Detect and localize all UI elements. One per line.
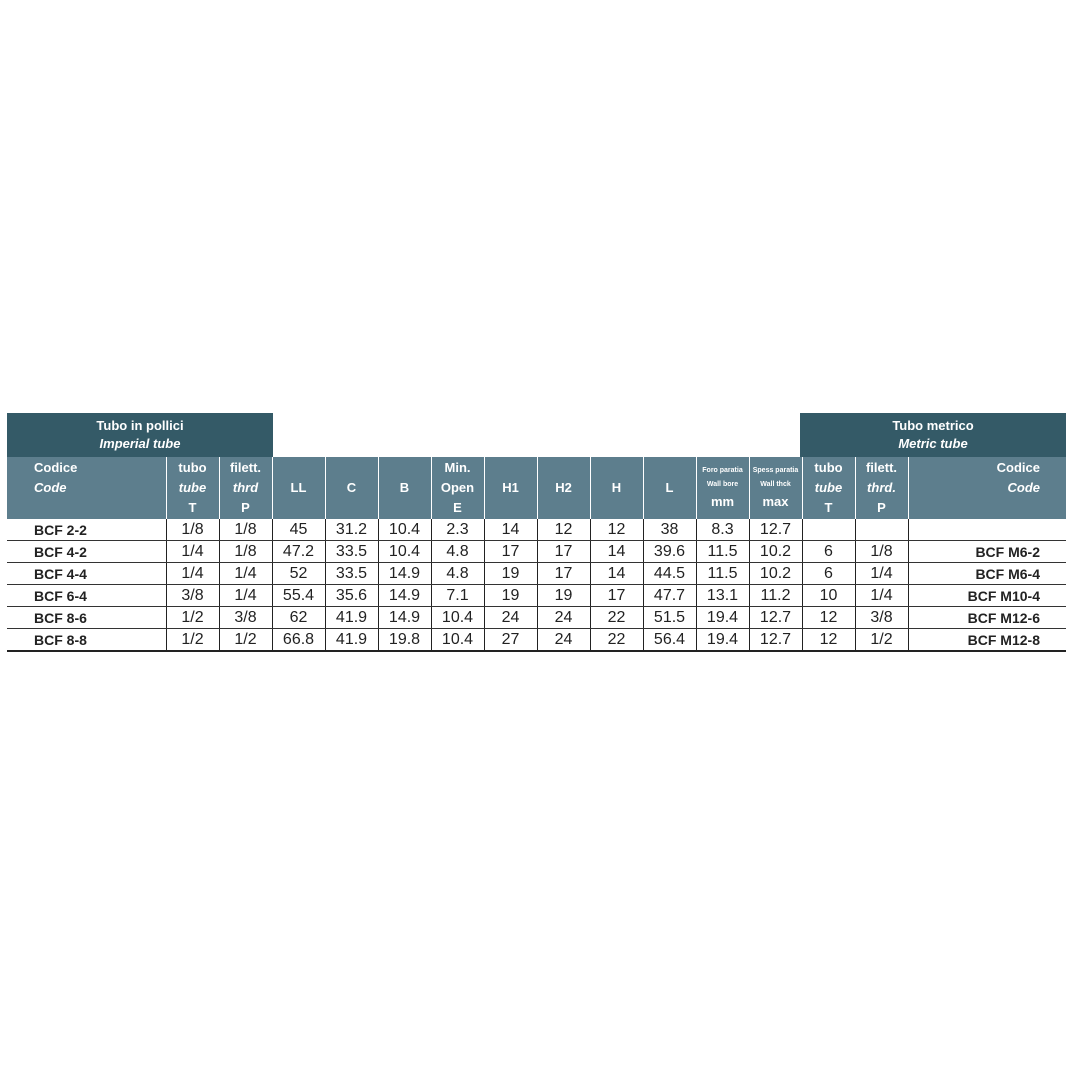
cell-metric-code: BCF M10-4 [908,585,1066,607]
cell-h1: 19 [484,585,537,607]
cell-l: 39.6 [643,541,696,563]
cell-min-open: 2.3 [431,519,484,541]
table-row [7,607,1066,629]
metric-banner-title: Tubo metrico [892,418,974,433]
header-tube-it: tubo [178,460,207,475]
cell-c: 33.5 [325,563,378,585]
header-thread-en: thrd [232,480,259,495]
header-thread [219,457,272,519]
cell-wall-bore: 8.3 [696,519,749,541]
cell-h: 14 [590,541,643,563]
cell-h1: 19 [484,563,537,585]
cell-b: 14.9 [378,563,431,585]
cell-ll: 47.2 [272,541,325,563]
header-tube-en: tube [178,480,207,495]
cell-thread: 3/8 [219,607,272,629]
cell-min-open: 7.1 [431,585,484,607]
cell-wall-thick: 12.7 [749,519,802,541]
cell-c: 41.9 [325,607,378,629]
cell-min-open: 10.4 [431,629,484,652]
cell-metric-code [908,519,1066,541]
cell-metric-code: BCF M6-4 [908,563,1066,585]
cell-tube: 1/2 [166,607,219,629]
cell-wall-bore: 19.4 [696,629,749,652]
header-wall-bore-it: Foro paratia [702,467,743,474]
cell-ll: 66.8 [272,629,325,652]
cell-h: 17 [590,585,643,607]
header-h: H [590,457,643,519]
header-metric-tube-sym: T [824,500,833,515]
cell-code: BCF 8-8 [7,629,166,652]
table-row [7,629,1066,652]
cell-wall-thick: 10.2 [749,541,802,563]
cell-wall-bore: 13.1 [696,585,749,607]
header-metric-thread [855,457,908,519]
table-row [7,519,1066,541]
header-min-open-l2: Open [440,480,475,495]
cell-wall-bore: 11.5 [696,563,749,585]
cell-tube: 1/4 [166,541,219,563]
cell-h1: 14 [484,519,537,541]
cell-h: 22 [590,607,643,629]
cell-thread: 1/8 [219,519,272,541]
cell-thread: 1/4 [219,563,272,585]
imperial-banner-subtitle: Imperial tube [99,436,181,451]
cell-metric-thread: 1/2 [855,629,908,652]
cell-b: 10.4 [378,519,431,541]
header-b: B [378,457,431,519]
header-h2: H2 [537,457,590,519]
header-min-open [431,457,484,519]
metric-tube-banner [800,413,1066,457]
header-code [7,457,166,519]
cell-ll: 45 [272,519,325,541]
cell-h2: 12 [537,519,590,541]
cell-metric-tube [802,519,855,541]
cell-l: 47.7 [643,585,696,607]
cell-h1: 24 [484,607,537,629]
cell-b: 14.9 [378,607,431,629]
cell-tube: 1/2 [166,629,219,652]
header-code-en: Code [34,480,67,495]
header-metric-thread-en: thrd. [867,480,896,495]
header-metric-code-en: Code [1007,480,1040,495]
cell-metric-thread: 1/4 [855,585,908,607]
cell-ll: 52 [272,563,325,585]
cell-h2: 17 [537,541,590,563]
cell-code: BCF 4-4 [7,563,166,585]
header-wall-bore-unit: mm [710,494,735,509]
imperial-banner-title: Tubo in pollici [96,418,184,433]
cell-tube: 3/8 [166,585,219,607]
header-metric-thread-sym: P [877,500,886,515]
cell-h2: 24 [537,629,590,652]
header-wall-thick [749,457,802,519]
header-wall-bore [696,457,749,519]
table-row [7,585,1066,607]
cell-l: 38 [643,519,696,541]
header-metric-tube-en: tube [814,480,843,495]
cell-ll: 62 [272,607,325,629]
cell-thread: 1/2 [219,629,272,652]
header-wall-thick-unit: max [762,494,789,509]
header-metric-tube-it: tubo [814,460,843,475]
cell-wall-thick: 12.7 [749,607,802,629]
table-row [7,563,1066,585]
cell-tube: 1/4 [166,563,219,585]
cell-c: 41.9 [325,629,378,652]
header-metric-code [908,457,1066,519]
cell-h: 12 [590,519,643,541]
cell-code: BCF 6-4 [7,585,166,607]
metric-banner-subtitle: Metric tube [898,436,968,451]
cell-metric-tube: 6 [802,563,855,585]
cell-wall-thick: 11.2 [749,585,802,607]
cell-metric-thread: 1/4 [855,563,908,585]
cell-wall-bore: 11.5 [696,541,749,563]
cell-wall-thick: 12.7 [749,629,802,652]
cell-metric-thread [855,519,908,541]
cell-metric-thread: 3/8 [855,607,908,629]
cell-min-open: 10.4 [431,607,484,629]
cell-metric-tube: 12 [802,607,855,629]
cell-metric-tube: 6 [802,541,855,563]
imperial-tube-banner [7,413,273,457]
cell-metric-thread: 1/8 [855,541,908,563]
cell-code: BCF 2-2 [7,519,166,541]
header-metric-thread-it: filett. [865,460,898,475]
cell-h1: 27 [484,629,537,652]
fitting-spec-table [7,457,1066,652]
header-ll: LL [272,457,325,519]
cell-l: 56.4 [643,629,696,652]
header-metric-code-it: Codice [996,460,1040,475]
header-tube [166,457,219,519]
cell-b: 10.4 [378,541,431,563]
cell-thread: 1/4 [219,585,272,607]
cell-ll: 55.4 [272,585,325,607]
cell-metric-code: BCF M12-8 [908,629,1066,652]
cell-min-open: 4.8 [431,541,484,563]
cell-tube: 1/8 [166,519,219,541]
cell-c: 31.2 [325,519,378,541]
header-metric-tube [802,457,855,519]
cell-b: 14.9 [378,585,431,607]
header-wall-thick-en: Wall thck [760,481,791,488]
header-tube-sym: T [188,500,197,515]
cell-h2: 19 [537,585,590,607]
cell-h2: 24 [537,607,590,629]
cell-min-open: 4.8 [431,563,484,585]
cell-wall-bore: 19.4 [696,607,749,629]
cell-wall-thick: 10.2 [749,563,802,585]
cell-metric-code: BCF M6-2 [908,541,1066,563]
cell-metric-tube: 12 [802,629,855,652]
cell-code: BCF 8-6 [7,607,166,629]
header-thread-sym: P [241,500,250,515]
cell-l: 51.5 [643,607,696,629]
cell-b: 19.8 [378,629,431,652]
cell-thread: 1/8 [219,541,272,563]
cell-h2: 17 [537,563,590,585]
header-thread-it: filett. [229,460,262,475]
cell-h: 14 [590,563,643,585]
cell-metric-code: BCF M12-6 [908,607,1066,629]
header-min-open-l1: Min. [444,460,471,475]
table-header [7,457,1066,519]
header-l: L [643,457,696,519]
header-h1: H1 [484,457,537,519]
header-wall-bore-en: Wall bore [706,481,739,488]
cell-metric-tube: 10 [802,585,855,607]
header-min-open-sym: E [453,500,462,515]
header-code-it: Codice [34,460,78,475]
header-wall-thick-it: Spess paratia [752,467,799,474]
cell-l: 44.5 [643,563,696,585]
table-row [7,541,1066,563]
cell-h: 22 [590,629,643,652]
table-body [7,519,1066,651]
cell-c: 33.5 [325,541,378,563]
cell-code: BCF 4-2 [7,541,166,563]
cell-h1: 17 [484,541,537,563]
header-c: C [325,457,378,519]
cell-c: 35.6 [325,585,378,607]
